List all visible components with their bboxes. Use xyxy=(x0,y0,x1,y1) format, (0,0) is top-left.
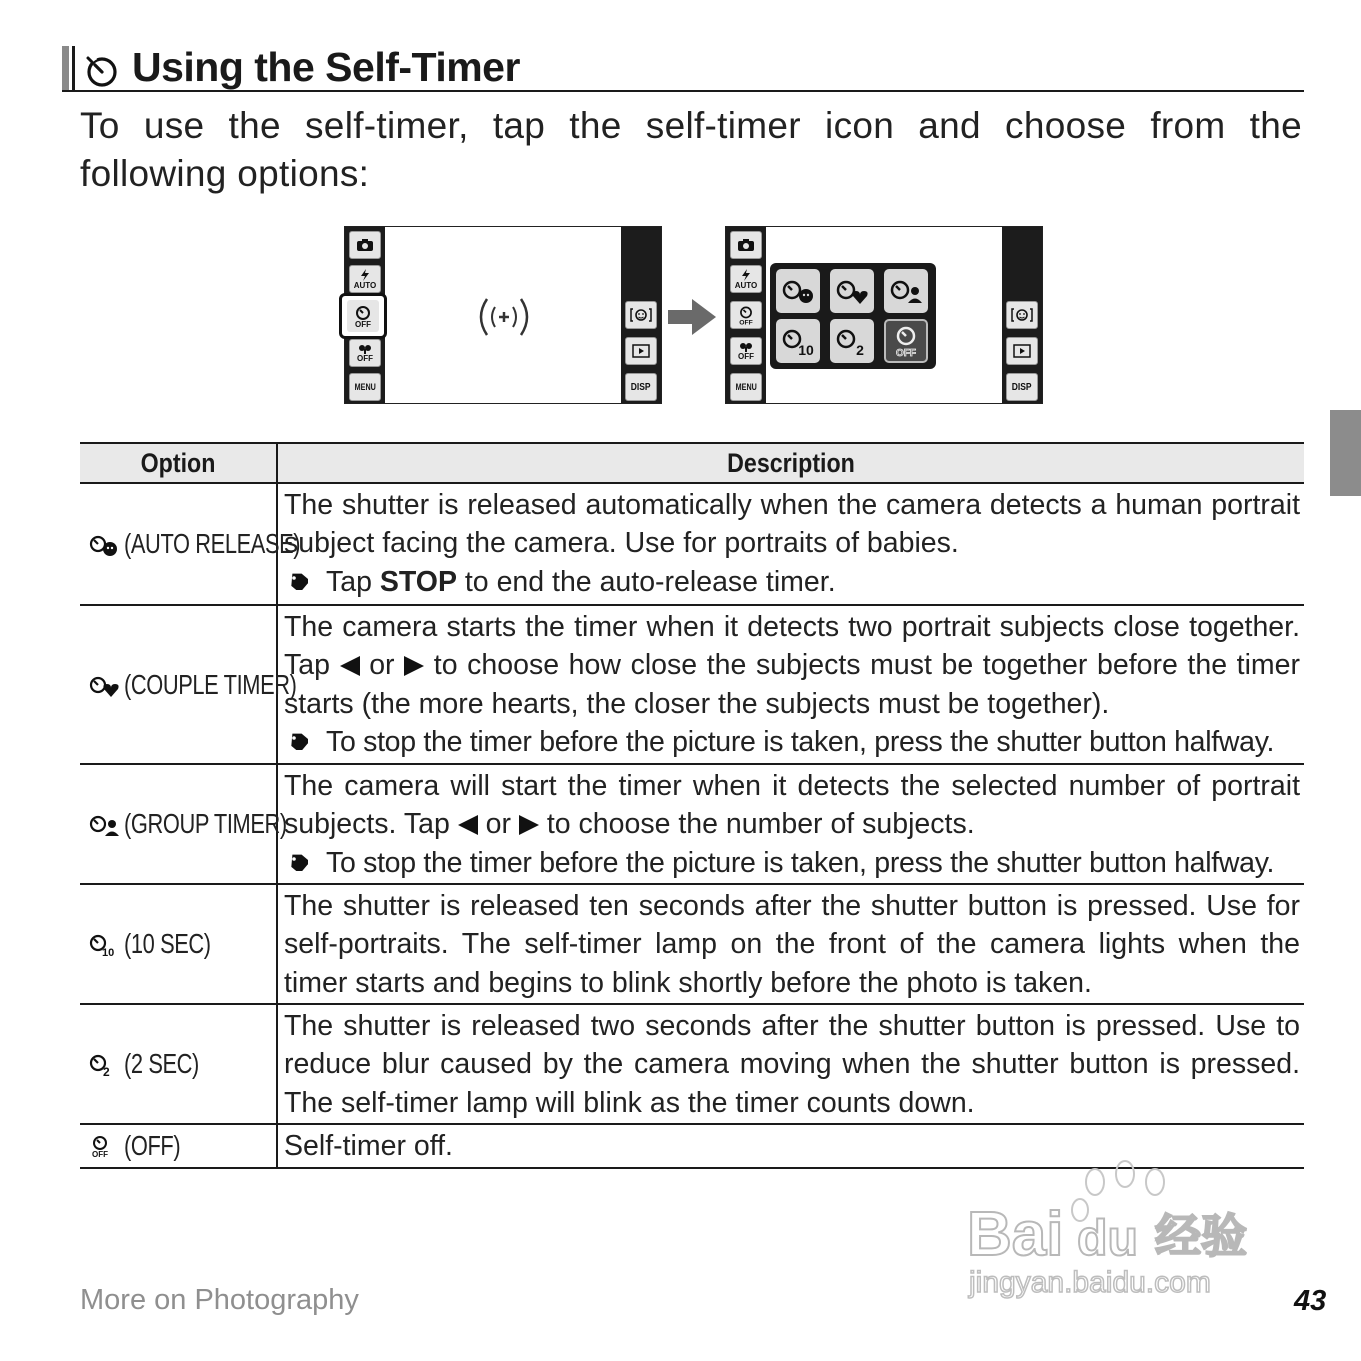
option-cell xyxy=(80,484,301,604)
disp-button[interactable] xyxy=(625,373,657,401)
arrow-right-icon xyxy=(668,297,718,337)
left-control-bar xyxy=(345,227,385,403)
description-line: or xyxy=(477,808,519,841)
table-row xyxy=(80,484,1304,606)
column-divider xyxy=(276,885,278,1005)
column-divider xyxy=(276,1005,278,1125)
left-arrow-icon xyxy=(340,656,360,676)
description-text xyxy=(284,767,1300,844)
timer-off-label: OFF xyxy=(739,319,753,326)
popup-2-sec-option[interactable] xyxy=(830,319,874,363)
timer-2-icon xyxy=(834,325,870,357)
description-text: The shutter is released ten seconds after the shutter button is pressed. Use for self-portraits. The self-timer lamp on the front of the camera lights when the timer starts and begins to blink shortly before the photo is taken. xyxy=(284,890,1300,999)
option-cell xyxy=(80,765,287,883)
option-label: (COUPLE TIMER) xyxy=(124,668,297,700)
timer-off-label: OFF xyxy=(92,1150,108,1159)
flash-button[interactable] xyxy=(730,265,762,293)
footer-section-name: More on Photography xyxy=(80,1284,359,1316)
macro-button[interactable] xyxy=(349,339,381,367)
note xyxy=(284,723,1300,761)
note xyxy=(284,563,1300,601)
note-tag-icon xyxy=(288,853,308,871)
timer-off-icon xyxy=(735,304,757,326)
watermark-url: jingyan.baidu.com xyxy=(969,1266,1211,1299)
flash-icon xyxy=(741,269,751,281)
two-label: 2 xyxy=(856,342,864,357)
auto-release-icon xyxy=(780,276,816,306)
right-control-bar xyxy=(621,227,661,403)
flash-icon xyxy=(360,269,370,281)
option-label: (2 SEC) xyxy=(124,1048,199,1079)
face-detection-icon xyxy=(1011,307,1033,323)
description-line: The camera will start the timer when it detects the selected number of portrait subjects. Tap xyxy=(284,770,1300,841)
description-line: The camera starts the timer when it detects two portrait subjects close together. xyxy=(284,611,1300,643)
right-arrow-icon xyxy=(519,815,539,835)
chapter-tab xyxy=(1330,410,1361,496)
two-label: 2 xyxy=(103,1065,110,1077)
menu-label: MENU xyxy=(735,381,757,392)
option-label: (OFF) xyxy=(124,1130,181,1161)
playback-icon xyxy=(632,344,650,358)
note xyxy=(284,844,1300,882)
auto-release-icon xyxy=(86,531,120,557)
page-number: 43 xyxy=(1294,1285,1327,1317)
disp-label: DISP xyxy=(631,381,651,393)
description-cell xyxy=(284,887,1300,1002)
shooting-mode-button[interactable] xyxy=(349,231,381,259)
header-option: Option xyxy=(140,448,216,478)
disp-label: DISP xyxy=(1012,381,1032,393)
disp-button[interactable] xyxy=(1006,373,1038,401)
camera-icon xyxy=(737,238,755,252)
left-control-bar xyxy=(726,227,766,403)
stop-label: STOP xyxy=(379,565,457,598)
focus-reticle-icon xyxy=(473,295,535,339)
camera-icon xyxy=(356,238,374,252)
option-cell xyxy=(80,1005,276,1123)
ten-label: 10 xyxy=(798,342,814,357)
right-control-bar xyxy=(1002,227,1042,403)
couple-timer-icon xyxy=(86,672,120,698)
timer-2-icon xyxy=(86,1051,120,1077)
note-tag-icon xyxy=(288,732,308,750)
intro-text: To use the self-timer, tap the self-timer icon and choose from the following options: xyxy=(80,105,1302,194)
option-label: (AUTO RELEASE) xyxy=(124,528,301,559)
popup-10-sec-option[interactable] xyxy=(776,319,820,363)
timer-off-label: OFF xyxy=(355,320,371,329)
table-row xyxy=(80,765,1304,885)
face-detection-button[interactable] xyxy=(625,301,657,329)
menu-button[interactable] xyxy=(730,373,762,401)
menu-label: MENU xyxy=(354,381,376,392)
table-row xyxy=(80,1005,1304,1125)
playback-icon xyxy=(1013,344,1031,358)
note-text: to end the auto-release timer. xyxy=(456,565,836,598)
menu-button[interactable] xyxy=(349,373,381,401)
section-heading xyxy=(62,44,1304,92)
face-detection-button[interactable] xyxy=(1006,301,1038,329)
description-line: or xyxy=(359,649,405,682)
left-arrow-icon xyxy=(458,815,478,835)
playback-button[interactable] xyxy=(625,337,657,365)
ten-label: 10 xyxy=(102,947,115,957)
description-line: Tap xyxy=(284,649,340,682)
timer-10-icon xyxy=(86,931,120,957)
option-label: (GROUP TIMER) xyxy=(124,808,287,839)
description-cell xyxy=(284,608,1300,761)
right-arrow-icon xyxy=(404,656,424,676)
flash-auto-label: AUTO xyxy=(353,280,377,290)
description-text xyxy=(284,608,1300,723)
column-divider xyxy=(276,444,278,484)
popup-couple-timer-option[interactable] xyxy=(830,269,874,313)
timer-off-icon xyxy=(86,1133,120,1159)
self-timer-button[interactable] xyxy=(730,301,762,329)
heading-accent-line xyxy=(72,46,75,90)
description-line: to choose the number of subjects. xyxy=(538,808,975,841)
option-cell xyxy=(80,1125,276,1167)
description-cell xyxy=(284,767,1300,882)
camera-screen-after xyxy=(725,226,1043,404)
watermark-cn: 经验 xyxy=(1155,1209,1247,1263)
baidu-watermark xyxy=(965,1160,1280,1310)
group-timer-icon xyxy=(86,811,120,837)
table-row xyxy=(80,885,1304,1005)
table-header xyxy=(80,442,1304,484)
heading-accent-bar xyxy=(62,46,69,90)
self-timer-icon xyxy=(82,52,120,88)
self-timer-options-popup xyxy=(770,263,936,369)
timer-10-icon xyxy=(780,325,816,357)
popup-off-option-selected[interactable] xyxy=(884,319,928,363)
self-timer-button-highlighted[interactable] xyxy=(339,293,387,339)
column-divider xyxy=(276,1125,278,1169)
note-text: Tap xyxy=(326,565,380,598)
table-row xyxy=(80,606,1304,765)
shooting-mode-button[interactable] xyxy=(730,231,762,259)
note-tag-icon xyxy=(288,572,308,590)
macro-flower-icon xyxy=(358,344,372,354)
flash-auto-label: AUTO xyxy=(734,280,758,290)
macro-button[interactable] xyxy=(730,337,762,365)
option-cell xyxy=(80,885,276,1003)
macro-off-label: OFF xyxy=(357,353,373,363)
note-text: To stop the timer before the picture is taken, press the shutter button halfway. xyxy=(326,725,1275,758)
header-description: Description xyxy=(727,448,855,478)
description-cell xyxy=(284,1007,1300,1122)
flash-button[interactable] xyxy=(349,265,381,293)
camera-screen-before xyxy=(344,226,662,404)
face-detection-icon xyxy=(630,307,652,323)
group-timer-icon xyxy=(888,276,924,306)
timer-off-icon xyxy=(887,324,925,358)
macro-off-label: OFF xyxy=(738,351,754,361)
description-text: The shutter is released two seconds after the shutter button is pressed. Use to reduce blur caused by the camera moving when the shutter button is pressed. The self-timer lamp will blink as the timer counts down. xyxy=(284,1010,1300,1119)
off-label: OFF xyxy=(896,348,916,358)
playback-button[interactable] xyxy=(1006,337,1038,365)
timer-off-icon xyxy=(350,303,376,329)
popup-auto-release-option[interactable] xyxy=(776,269,820,313)
description-line: to choose how close the subjects must be together before the timer starts (the more hearts, the closer the subjects must be together). xyxy=(284,649,1300,720)
macro-flower-icon xyxy=(739,342,753,352)
note-text: To stop the timer before the picture is taken, press the shutter button halfway. xyxy=(326,846,1275,879)
option-cell xyxy=(80,606,297,763)
watermark-brand-2: du xyxy=(1077,1210,1139,1266)
description-cell xyxy=(284,486,1300,601)
popup-group-timer-option[interactable] xyxy=(884,269,928,313)
watermark-brand: Bai xyxy=(967,1200,1064,1269)
couple-timer-icon xyxy=(834,276,870,306)
description-text: The shutter is released automatically when the camera detects a human portrait subject facing the camera. Use for portraits of babies. xyxy=(284,489,1300,560)
description-text: Self-timer off. xyxy=(284,1130,453,1162)
page-title: Using the Self-Timer xyxy=(132,44,520,90)
option-label: (10 SEC) xyxy=(124,928,211,959)
